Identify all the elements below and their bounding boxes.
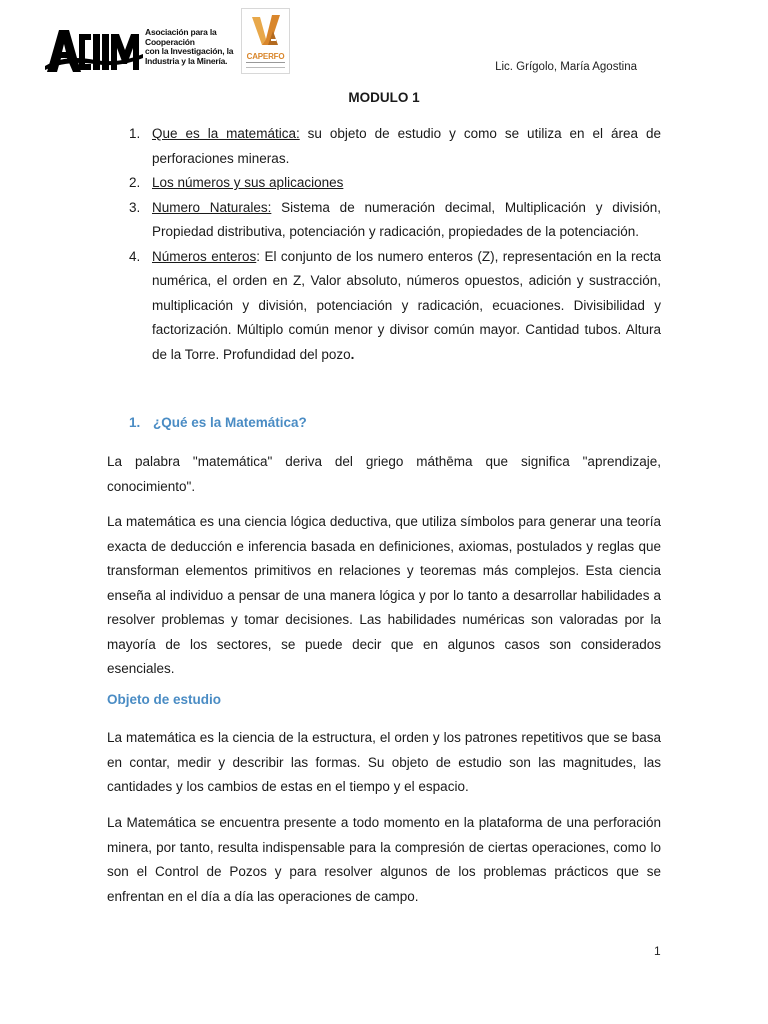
module-contents-list [129, 122, 661, 367]
section-heading [129, 415, 307, 430]
author-name: Lic. Grígolo, María Agostina [495, 61, 637, 73]
paragraph-etymology: La palabra "matemática" deriva del griego máthēma que significa "aprendizaje, conocimiento". [107, 454, 661, 494]
list-item-text: : El conjunto de los numero enteros (Z), representación en la recta numérica, el orden en Z, Valor absoluto, números opuestos, adición y sustracción, multiplicación y división, potenciación y radicación, ecuaciones. Divisibilidad y factorización. Múltiplo común menor y divisor común mayor. Cantidad tubos. Altura de la Torre. Profundidad del pozo [152, 248, 662, 362]
section-number: 1. [129, 415, 141, 430]
list-item-heading: Números enteros [152, 248, 257, 264]
paragraph-object-of-study: La matemática es la ciencia de la estructura, el orden y los patrones repetitivos que se basa en contar, medir y describir las formas. Su objeto de estudio son las magnitudes, las cantidades y los cambios de estas en el tiempo y el espacio. [107, 730, 661, 794]
org-name-line: con la Investigación, la [145, 46, 234, 56]
list-number: 2. [129, 175, 141, 190]
list-item [129, 122, 661, 171]
page-number: 1 [654, 944, 661, 958]
paragraph-definition: La matemática es una ciencia lógica deductiva, que utiliza símbolos para generar una teoría exacta de deducción e inferencia basada en definiciones, axiomas, postulados y reglas que transforman elementos primitivos en relaciones y teoremas más complejos. Esta ciencia enseña al individuo a pensar de una manera lógica y por lo tanto a desarrollar habilidades a resolver problemas y tomar decisiones. Las habilidades numéricas son valoradas por la mayoría de los sectores, se puede decir que en algunos casos son considerados esenciales. [107, 514, 661, 676]
list-item-text: Sistema de numeración decimal, Multiplicación y división, Propiedad distributiva, potenciación y radicación, propiedades de la potenciación. [152, 199, 662, 239]
paragraph-drilling-application: La Matemática se encuentra presente a todo momento en la plataforma de una perforación minera, por tanto, resulta indispensable para la compresión de ciertas operaciones, como lo son el Control de Pozos y para resolver algunos de los problemas prácticos que se enfrentan en el día a día las operaciones de campo. [107, 815, 661, 904]
list-item [129, 171, 661, 196]
list-number: 1. [129, 126, 141, 141]
list-item-heading: Los números y sus aplicaciones [152, 175, 344, 190]
list-item-end: . [350, 346, 355, 362]
list-number: 4. [129, 248, 141, 264]
list-number: 3. [129, 199, 141, 215]
aciim-logo-icon [45, 20, 145, 76]
caperfo-emblem-icon [242, 9, 289, 53]
header-logos [45, 8, 288, 72]
list-item-heading: Que es la matemática: [152, 126, 300, 141]
section-title: ¿Qué es la Matemática? [153, 415, 307, 430]
list-item-heading: Numero Naturales: [152, 199, 272, 215]
org-name-line: Industria y la Minería. [145, 55, 228, 66]
page-title: MODULO 1 [348, 90, 420, 105]
organization-name [145, 28, 255, 66]
subheading-object-of-study: Objeto de estudio [107, 692, 222, 707]
caperfo-label: CAPERFO [246, 52, 285, 61]
list-item-text: su objeto de estudio y como se utiliza en el área de perforaciones mineras. [152, 126, 661, 166]
org-name-line: Asociación para la Cooperación [145, 27, 217, 47]
caperfo-logo [241, 8, 290, 74]
list-item [129, 245, 661, 368]
list-item [129, 196, 661, 245]
caperfo-tagline [246, 62, 285, 68]
